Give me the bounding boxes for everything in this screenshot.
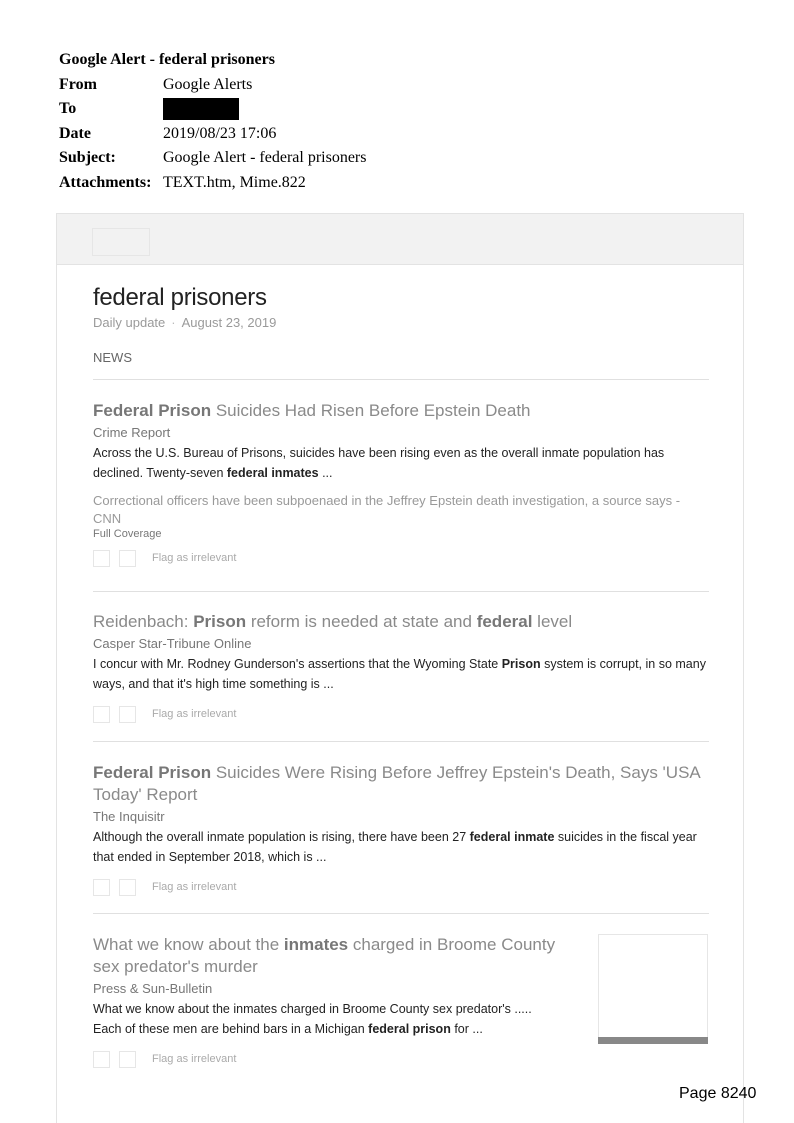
email-header [59, 48, 366, 195]
meta-separator: · [171, 315, 176, 330]
share-icon[interactable] [93, 550, 110, 567]
flag-irrelevant-link[interactable]: Flag as irrelevant [152, 708, 237, 720]
flag-row [93, 548, 709, 568]
divider [93, 379, 709, 380]
news-item [93, 762, 709, 897]
related-link[interactable]: Correctional officers have been subpoenaed in the Jeffrey Epstein death investigation, a source says - CNN [93, 493, 681, 526]
share-icon[interactable] [93, 879, 110, 896]
news-snippet: Although the overall inmate population is rising, there have been 27 federal inmate suicides in the fiscal year that ended in September 2018, which is ... [93, 830, 697, 864]
thumbnail-bar [598, 1037, 708, 1044]
news-item [93, 400, 709, 568]
flag-irrelevant-link[interactable]: Flag as irrelevant [152, 552, 237, 564]
flag-row [93, 877, 709, 897]
share-icon[interactable] [93, 706, 110, 723]
divider [93, 913, 709, 914]
news-source: Press & Sun-Bulletin [93, 981, 213, 996]
alert-frequency: Daily update [93, 315, 166, 330]
page-number: Page 8240 [679, 1085, 757, 1102]
alert-meta [93, 315, 276, 330]
news-title-link[interactable]: What we know about the inmates charged in Broome County sex predator's murder [93, 935, 556, 976]
title-text: Suicides Had Risen Before Epstein Death [211, 401, 531, 420]
snippet-keyword: federal inmates [226, 466, 319, 480]
alert-query: federal prisoners [93, 284, 267, 311]
news-source: The Inquisitr [93, 809, 165, 824]
news-snippet: What we know about the inmates charged in Broome County sex predator's ..... Each of these men are behind bars in a Michigan federal prison for ... [93, 1002, 532, 1036]
title-keyword: Federal Prison [93, 401, 212, 420]
news-title-link[interactable]: Federal Prison Suicides Were Rising Before Jeffrey Epstein's Death, Says 'USA Today' Report [93, 763, 700, 804]
flag-irrelevant-link[interactable]: Flag as irrelevant [152, 881, 237, 893]
news-title-link[interactable] [93, 400, 709, 422]
alert-date: August 23, 2019 [181, 315, 277, 330]
news-snippet: I concur with Mr. Rodney Gunderson's assertions that the Wyoming State Prison system is corrupt, in so many ways, and that it's high time something is ... [93, 657, 706, 691]
subject-label: Subject: [59, 149, 116, 166]
divider [93, 591, 709, 592]
flag-row [93, 704, 709, 724]
date-value: 2019/08/23 17:06 [163, 124, 277, 142]
alert-top-band [57, 214, 743, 265]
subject-value: Google Alert - federal prisoners [163, 149, 367, 166]
from-label: From [59, 75, 97, 93]
news-item [93, 934, 563, 1069]
divider [93, 741, 709, 742]
news-source: Casper Star-Tribune Online [93, 636, 252, 651]
news-snippet: Across the U.S. Bureau of Prisons, suicides have been rising even as the overall inmate population has declined. Twenty-seven federal inmates ... [93, 446, 665, 480]
share-icon-2[interactable] [119, 879, 136, 896]
date-label: Date [59, 124, 91, 142]
attachments-value: TEXT.htm, Mime.822 [163, 173, 306, 191]
to-redaction [163, 98, 239, 120]
flag-row [93, 1049, 563, 1069]
share-icon[interactable] [93, 1051, 110, 1068]
news-title-link[interactable]: Reidenbach: Prison reform is needed at state and federal level [93, 612, 573, 631]
email-title: Google Alert - federal prisoners [59, 51, 275, 68]
google-logo-placeholder [92, 228, 150, 256]
to-label: To [59, 100, 77, 117]
share-icon-2[interactable] [119, 1051, 136, 1068]
flag-irrelevant-link[interactable]: Flag as irrelevant [152, 1053, 237, 1065]
alert-card [56, 213, 744, 1123]
news-thumbnail[interactable] [598, 934, 708, 1044]
news-item [93, 611, 709, 724]
from-value: Google Alerts [163, 75, 253, 93]
share-icon-2[interactable] [119, 706, 136, 723]
full-coverage-link[interactable]: Full Coverage [93, 528, 162, 540]
share-icon-2[interactable] [119, 550, 136, 567]
attachments-label: Attachments: [59, 173, 152, 191]
news-source: Crime Report [93, 425, 171, 440]
section-label: NEWS [93, 350, 132, 365]
